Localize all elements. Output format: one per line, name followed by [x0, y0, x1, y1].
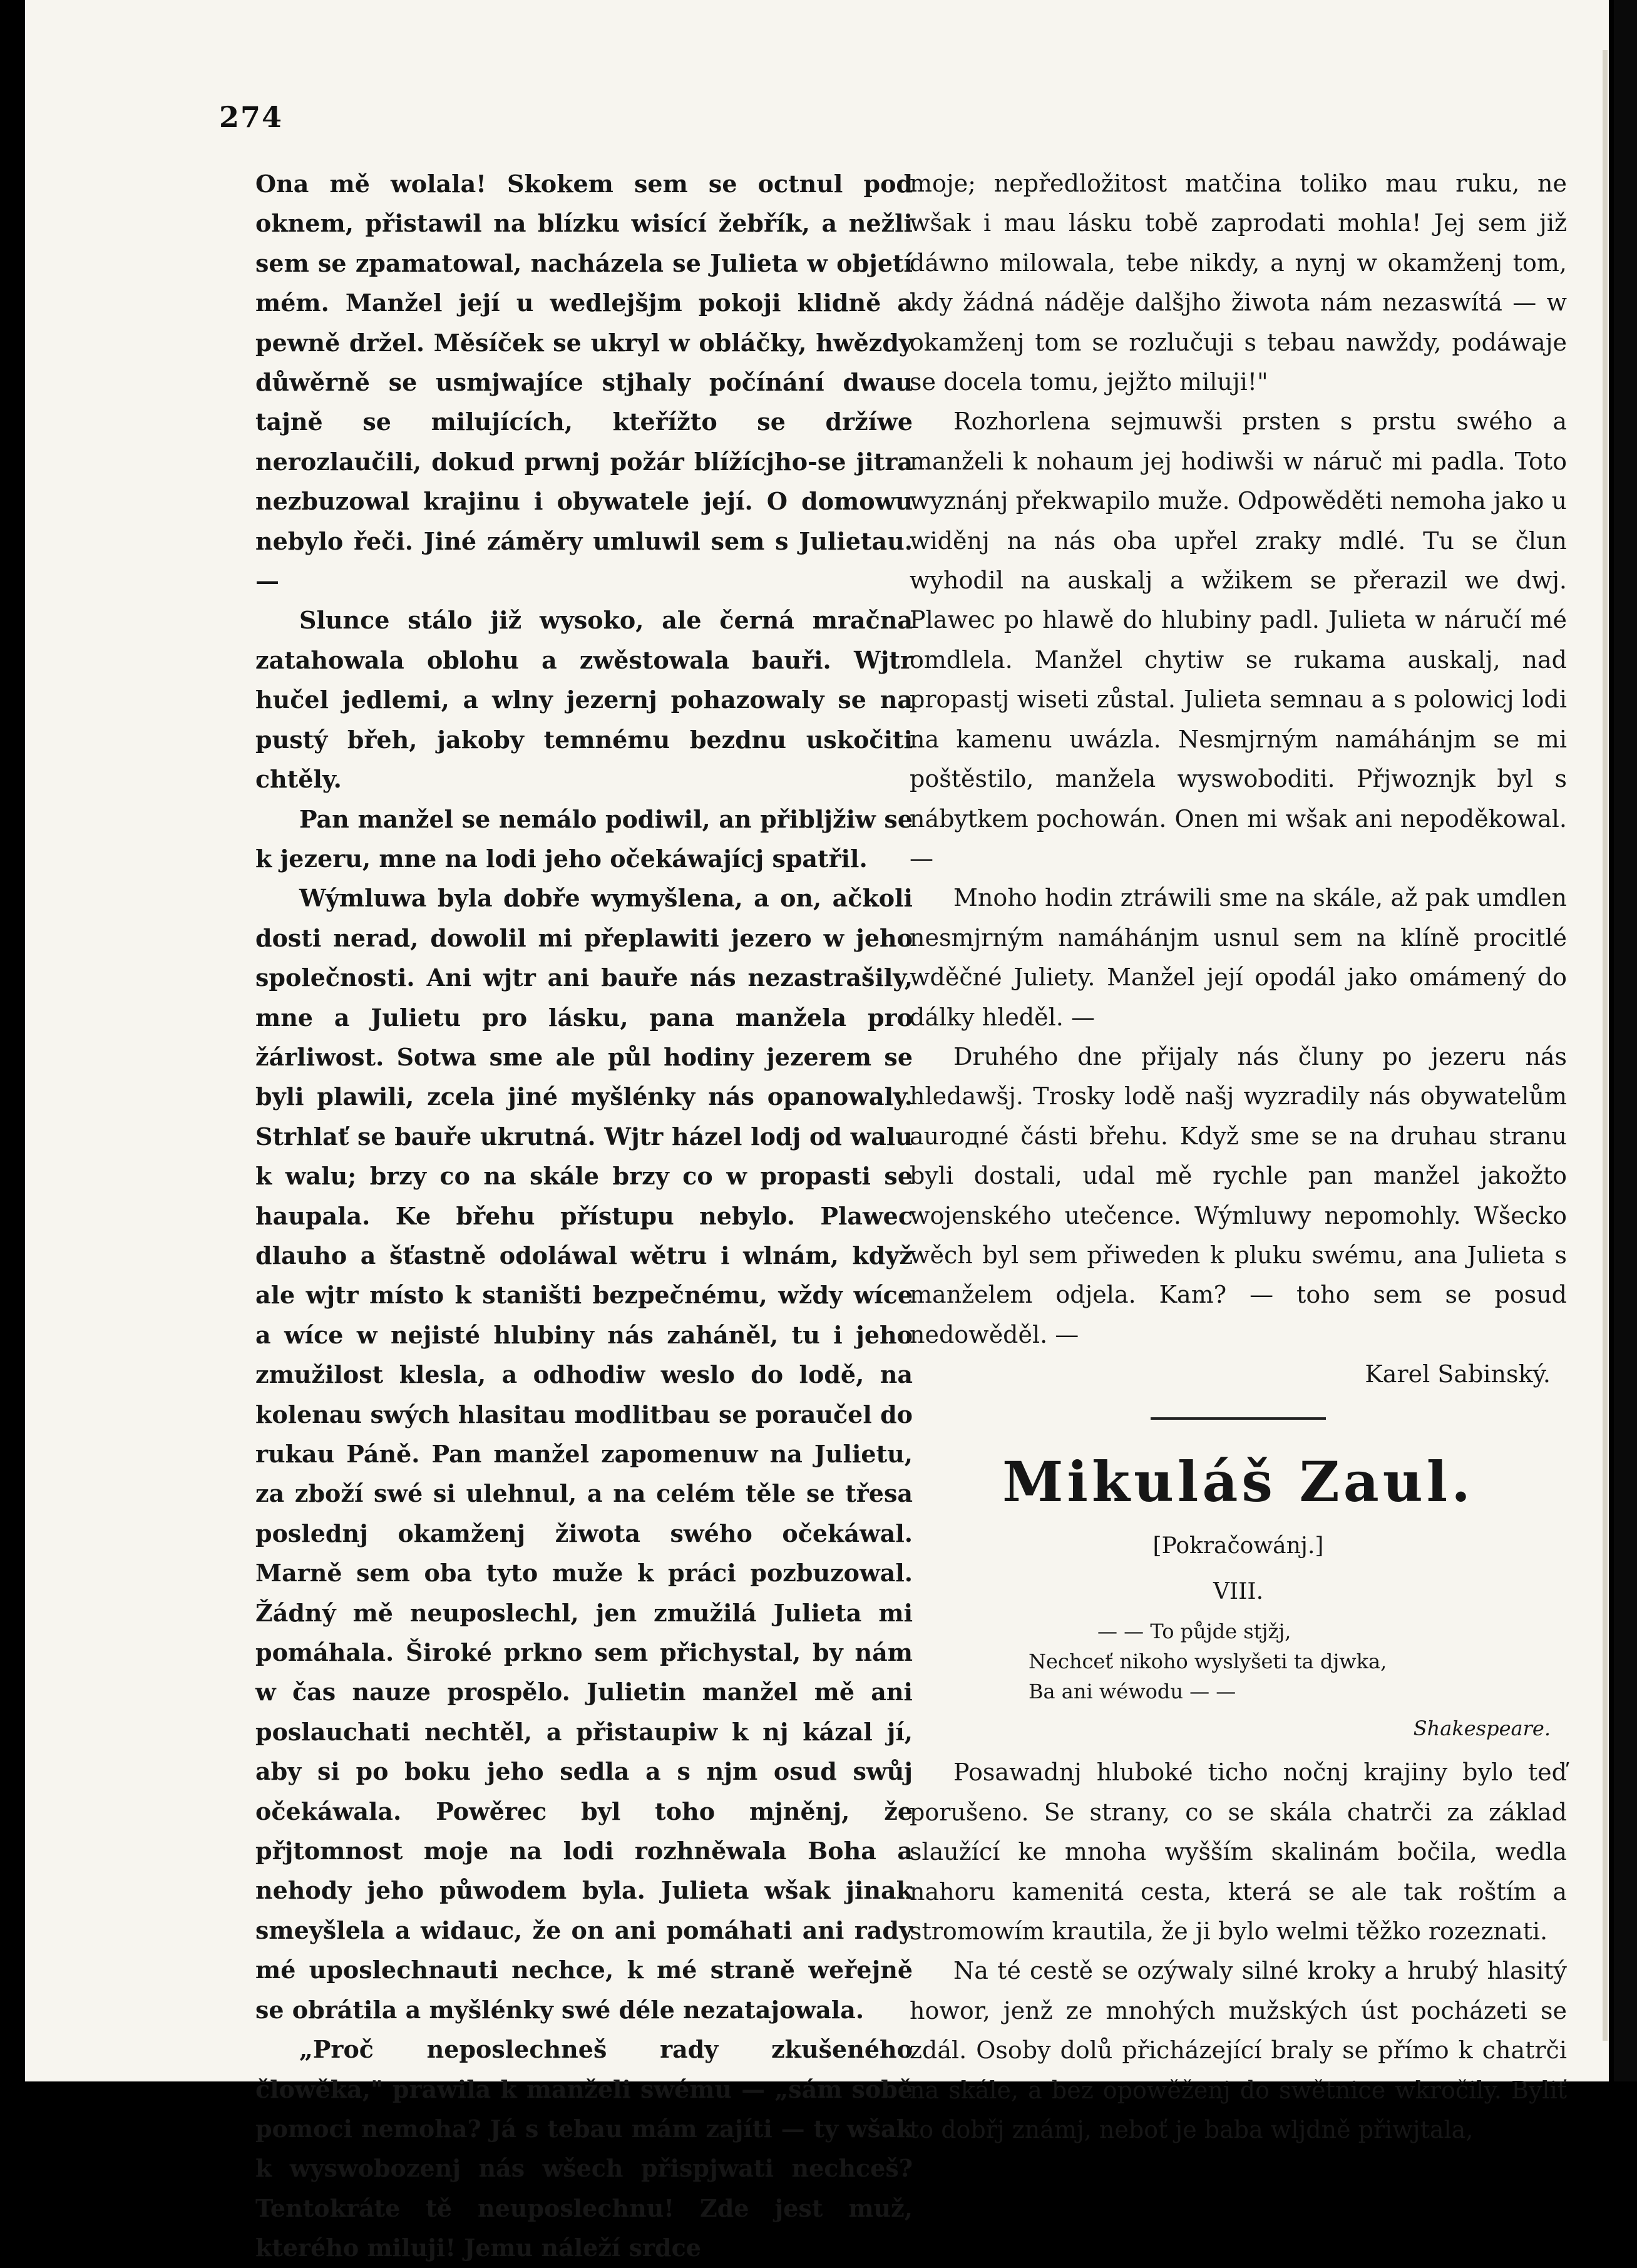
paragraph: Slunce stálo již wysoko, ale černá mračna zatahowala oblohu a zwěstowala bauři. Wjtr hučel jedlemi, a wlny jezernj pohazowaly se na pustý břeh, jakoby temnému bezdnu uskočiti chtěly.	[255, 606, 913, 794]
paragraph: „Proč neposlechneš rady zkušeného člowěka," prawila k manželi swému — „sám sobě pomoci nemoha? Já s tebau mám zajíti — ty wšak k wyswobozenj nás wšech přispjwati nechceš? Tentokráte tě neuposlechnu! Zde jest muž, kterého miluji! Jemu náleží srdce	[255, 2035, 913, 2262]
epigraph-author: Shakespeare.	[1413, 1716, 1551, 1741]
epigraph-line: Ba ani wéwodu — —	[1029, 1680, 1236, 1704]
paragraph: Posawadnj hluboké ticho nočnj krajiny bylo teď porušeno. Se strany, co se skála chatrči za základ slaužící ke mnoha wyšším skalinám bočila, wedla nahoru kamenitá cesta, která se ale tak roštím a stromowím krautila, že ji bylo welmi těžko rozeznati.	[910, 1758, 1567, 1946]
right-column	[910, 164, 1567, 2150]
page-edge	[1603, 50, 1608, 2041]
paragraph: Wýmluwa byla dobře wymyšlena, a on, ačkoli dosti nerad, dowolil mi přeplawiti jezero w jeho společnosti. Ani wjtr ani bauře nás nezastrašily, mne a Julietu pro lásku, pana manžela pro žárliwost. Sotwa sme ale půl hodiny jezerem se byli plawili, zcela jiné myšlénky nás opanowaly. Strhlať se bauře ukrutná. Wjtr házel lodj od walu k walu; brzy co na skále brzy co w propasti se haupala. Ke břehu přístupu nebylo. Plawec dlauho a šťastně odoláwal wětru i wlnám, když ale wjtr místo k staništi bezpečnému, wždy wíce a wíce w nejisté hlubiny nás zaháněl, tu i jeho zmužilost klesla, a odhodiw weslo do lodě, na kolenau swých hlasitau modlitbau se poraučel do rukau Páně. Pan manžel zapomenuw na Julietu, za zboží swé si ulehnul, a na celém těle se třesa poslednj okamženj žiwota swého očekáwal. Marně sem oba tyto muže k práci pozbuzowal. Žádný mě neuposlechl, jen zmužilá Julieta mi pomáhala. Široké prkno sem přichystal, by nám w čas nauze prospělo. Julietin manžel mě ani poslauchati nechtěl, a přistaupiw k nj kázal jí, aby si po boku jeho sedla a s njm osud swůj očekáwala. Powěrec byl toho mjněnj, že přjtomnost moje na lodi rozhněwala Boha a nehody jeho půwodem byla. Julieta wšak jinak smeyšlela a widauc, že on ani pomáhati ani rady mé uposlechnauti nechce, k mé straně weřejně se obrátila a myšlénky swé déle nezatajowala.	[255, 884, 913, 2024]
paragraph: Pan manžel se nemálo podiwil, an přibljžiw se k jezeru, mne na lodi jeho očekáwajícj spatřil.	[255, 804, 913, 873]
paragraph: Mnoho hodin ztráwili sme na skále, až pak umdlen nesmjrným namáhánjm usnul sem na klíně procitlé wděčné Juliety. Manžel její opodál jako omámený do dálky hleděl. —	[910, 884, 1567, 1031]
continued-note: [Pokračowánj.]	[1152, 1532, 1324, 1559]
epigraph-line: — — To půjde stjžj,	[1097, 1619, 1291, 1644]
left-column	[255, 164, 913, 2268]
scan-border	[1614, 0, 1637, 2081]
epigraph	[1029, 1616, 1567, 1706]
paragraph: Druhého dne přijaly nás čluny po jezeru nás hledawšj. Trosky lodě našj wyzradily nás obywatelům auroдné části břehu. Když sme se na druhau stranu byli dostali, udal mě rychle pan manžel jakožto wojenského utečence. Wýmluwy nepomohly. Wšecko wěch byl sem přiweden k pluku swému, ana Julieta s manželem odjela. Kam? — toho sem se posud nedowěděl. —	[910, 1042, 1567, 1348]
paragraph: Rozhorlena sejmuwši prsten s prstu swého a manželi k nohaum jej hodiwši w náruč mi padla. Toto wyznánj překwapilo muže. Odpowěděti nemoha jako u widěnj na nás oba upřel zraky mdlé. Tu se člun wyhodil na auskalj a wžikem se přerazil we dwj. Plawec po hlawě do hlubiny padl. Julieta w náručí mé omdlela. Manžel chytiw se rukama auskalj, nad propastj wiseti zůstal. Julieta semnau a s polowicj lodi na kamenu uwázla. Nesmjrným namáhánjm se mi poštěstilo, manžela wyswoboditi. Přjwoznjk byl s nábytkem pochowán. Onen mi wšak ani nepoděkowal. —	[910, 408, 1567, 872]
story-title: Mikuláš Zaul.	[1002, 1449, 1474, 1514]
chapter-number: VIII.	[1213, 1579, 1264, 1604]
paragraph: Ona mě wolala! Skokem sem se octnul pod oknem, přistawil na blízku wisící žebřík, a nežli sem se zpamatowal, nacházela se Julieta w objetí mém. Manžel její u wedlejšjm pokoji klidně a pewně držel. Měsíček se ukryl w obláčky, hwězdy důwěrně se usmjwajíce stjhaly počínání dwau tajně se milujících, kteřížto se držíwe nerozlaučili, dokud prwnj požár blížícjho-se jitra nezbuzowal krajinu i obywatele její. O domowu nebylo řeči. Jiné záměry umluwil sem s Julietau. —	[255, 170, 913, 595]
newspaper-page	[25, 0, 1609, 2262]
section-divider	[1151, 1417, 1326, 1420]
epigraph-line: Nechceť nikoho wyslyšeti ta djwka,	[1029, 1650, 1387, 1674]
paragraph: moje; nepředložitost matčina toliko mau ruku, ne wšak i mau lásku tobě zaprodati mohla! Jej sem již dáwno milowala, tebe nikdy, a nynj w okamženj tom, kdy žádná náděje dalšjho žiwota nám nezaswítá — w okamženj tom se rozlučuji s tebau nawždy, podáwaje se docela tomu, jejžto miluji!"	[910, 170, 1567, 396]
page-number: 274	[219, 100, 284, 134]
article-signature: Karel Sabinský.	[1365, 1360, 1551, 1388]
paragraph: Na té cestě se ozýwaly silné kroky a hrubý hlasitý howor, jenž ze mnohých mužských úst pocházeti se zdál. Osoby dolů přicházející braly se přímo k chatrči na skále, a bez opowěženj do swětnice wkročily. Byliť to dobřj známj, neboť je baba wljdně přiwjtala,	[910, 1957, 1567, 2144]
